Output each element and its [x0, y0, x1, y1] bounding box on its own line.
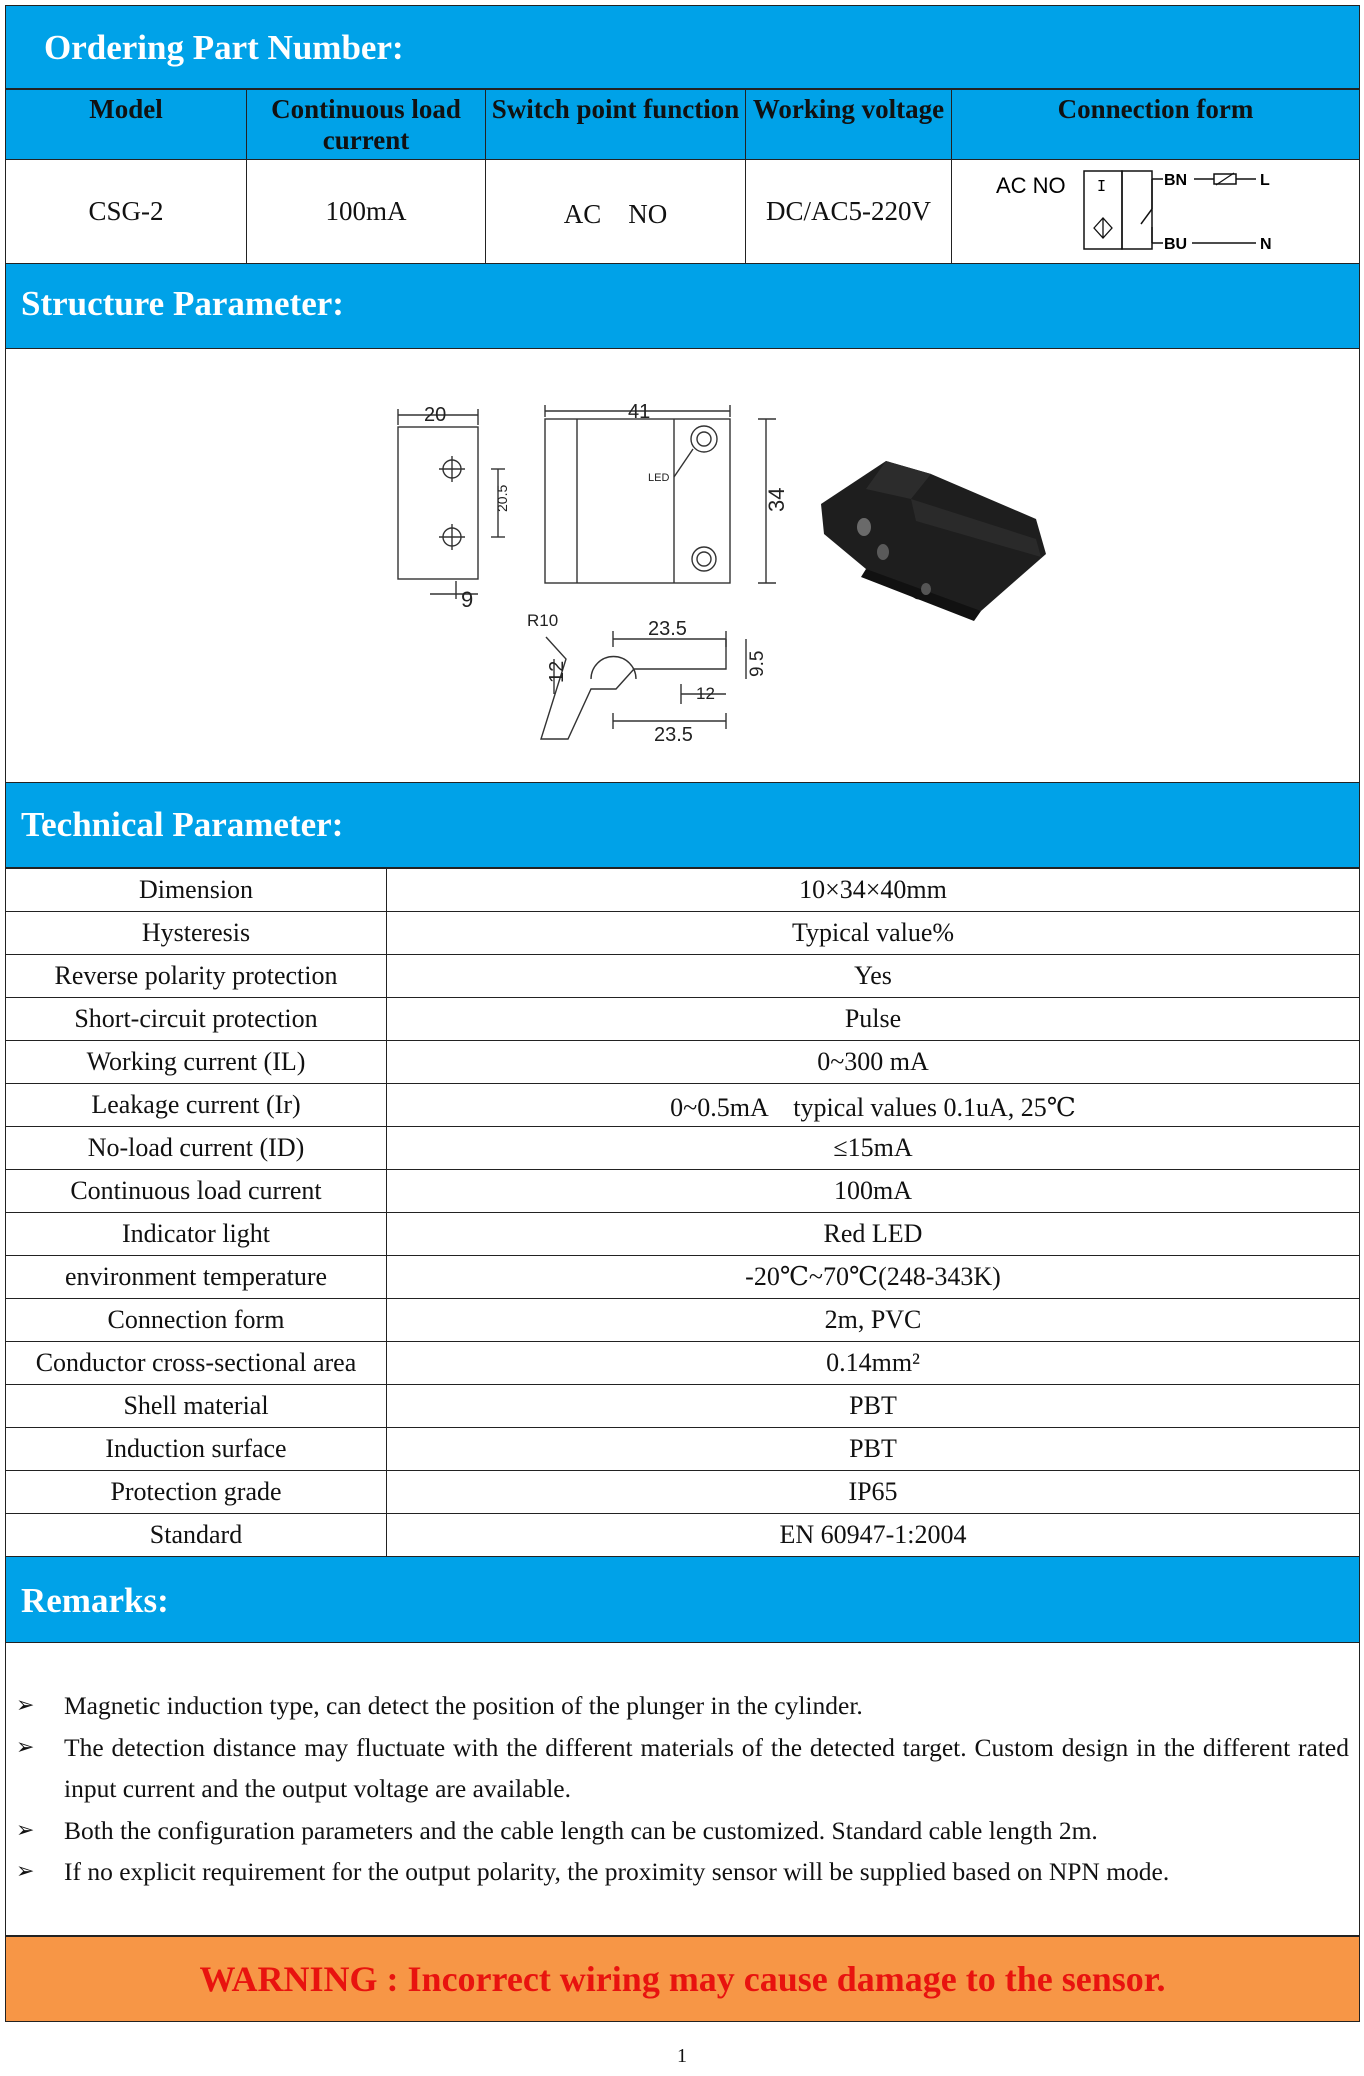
technical-table	[5, 868, 1360, 1557]
cell-model: CSG-2	[6, 160, 247, 264]
tech-value: 100mA	[387, 1170, 1360, 1213]
dim-bottom-offset: 9	[461, 587, 474, 612]
dim-length: 41	[628, 401, 651, 423]
switch-contact-icon	[1141, 209, 1152, 224]
profile-view	[527, 611, 768, 746]
n-label: N	[1259, 236, 1272, 253]
dim-height: 34	[764, 487, 789, 512]
tech-row	[6, 1041, 1360, 1084]
tech-label: Induction surface	[6, 1428, 387, 1471]
cell-load-current: 100mA	[247, 160, 486, 264]
remarks-section-header	[5, 1557, 1360, 1643]
dim-bottom-len: 23.5	[654, 724, 693, 746]
bu-label: BU	[1163, 236, 1187, 253]
tech-label: Leakage current (Ir)	[6, 1084, 387, 1127]
tech-row	[6, 1084, 1360, 1127]
side-view	[545, 401, 789, 583]
tech-row	[6, 998, 1360, 1041]
led-label: LED	[648, 472, 670, 484]
tech-row	[6, 1213, 1360, 1256]
l-label: L	[1259, 172, 1270, 189]
tech-value: IP65	[387, 1471, 1360, 1514]
tech-label: Continuous load current	[6, 1170, 387, 1213]
cell-wiring-diagram	[952, 160, 1360, 264]
tech-value: EN 60947-1:2004	[387, 1514, 1360, 1557]
technical-title: Technical Parameter:	[21, 805, 344, 844]
structure-drawing-area	[5, 349, 1360, 783]
remark-item	[16, 1851, 1349, 1893]
page-number: 1	[677, 2045, 687, 2067]
dim-left-h: 12	[546, 660, 568, 683]
technical-section-header	[5, 783, 1360, 868]
cell-voltage: DC/AC5-220V	[746, 160, 952, 264]
mounting-hole-icon	[857, 518, 871, 536]
structure-section-header	[5, 264, 1360, 349]
cell-switch-function: AC NO	[486, 160, 746, 264]
tech-value: 0~300 mA	[387, 1041, 1360, 1084]
remark-text: Magnetic induction type, can detect the position of the plunger in the cylinder.	[64, 1691, 863, 1720]
dim-top-len: 23.5	[648, 618, 687, 640]
remarks-title: Remarks:	[21, 1581, 169, 1620]
tech-value: Red LED	[387, 1213, 1360, 1256]
coil-label: I	[1096, 177, 1106, 195]
tech-value: PBT	[387, 1428, 1360, 1471]
tech-label: Short-circuit protection	[6, 998, 387, 1041]
datasheet-page	[5, 5, 1360, 2022]
tech-value: 0~0.5mA typical values 0.1uA, 25℃	[387, 1084, 1360, 1127]
remark-item	[16, 1810, 1349, 1852]
tech-row	[6, 955, 1360, 998]
bn-label: BN	[1163, 172, 1187, 189]
tech-value: Yes	[387, 955, 1360, 998]
ordering-header-row	[6, 90, 1360, 160]
dim-hole-spacing: 20.5	[494, 484, 510, 512]
arrow-bullet-icon: ➢	[16, 1859, 35, 1884]
remark-item	[16, 1727, 1349, 1810]
tech-value: -20℃~70℃(248-343K)	[387, 1256, 1360, 1299]
tech-label: Dimension	[6, 869, 387, 912]
dim-width-front: 20	[424, 404, 447, 426]
ordering-title: Ordering Part Number:	[44, 28, 404, 67]
header-load-current: Continuous load current	[247, 90, 486, 160]
remarks-list	[5, 1643, 1360, 1936]
tech-row	[6, 1385, 1360, 1428]
wiring-diagram	[956, 161, 1356, 255]
tech-label: Conductor cross-sectional area	[6, 1342, 387, 1385]
tech-row	[6, 1170, 1360, 1213]
tech-value: Pulse	[387, 998, 1360, 1041]
tech-label: No-load current (ID)	[6, 1127, 387, 1170]
tech-label: Hysteresis	[6, 912, 387, 955]
tech-row	[6, 1299, 1360, 1342]
tech-label: Protection grade	[6, 1471, 387, 1514]
header-connection-form: Connection form	[952, 90, 1360, 160]
tech-row	[6, 912, 1360, 955]
tech-row	[6, 1342, 1360, 1385]
wiring-mode-label: AC NO	[995, 173, 1066, 198]
tech-row	[6, 1514, 1360, 1557]
remark-text: The detection distance may fluctuate with the different materials of the detected target. Custom design in the different rated input current and the output voltage are available.	[64, 1732, 1349, 1803]
tech-label: Reverse polarity protection	[6, 955, 387, 998]
remark-text: Both the configuration parameters and the cable length can be customized. Standard cable length 2m.	[64, 1815, 1098, 1845]
structure-title: Structure Parameter:	[21, 284, 344, 323]
tech-label: Shell material	[6, 1385, 387, 1428]
header-model: Model	[6, 90, 247, 160]
ordering-data-row	[6, 160, 1360, 264]
tech-row	[6, 1428, 1360, 1471]
header-voltage: Working voltage	[746, 90, 952, 160]
tech-label: Indicator light	[6, 1213, 387, 1256]
arrow-bullet-icon: ➢	[16, 1734, 35, 1760]
tech-value: Typical value%	[387, 912, 1360, 955]
tech-label: environment temperature	[6, 1256, 387, 1299]
ordering-section-header	[5, 5, 1360, 89]
tech-value: ≤15mA	[387, 1127, 1360, 1170]
tech-value: 2m, PVC	[387, 1299, 1360, 1342]
dim-side-h: 9.5	[747, 650, 768, 677]
dimension-drawing	[6, 349, 1359, 781]
tech-row	[6, 1127, 1360, 1170]
tech-row	[6, 869, 1360, 912]
tech-row	[6, 1471, 1360, 1514]
tech-label: Working current (IL)	[6, 1041, 387, 1084]
arrow-bullet-icon: ➢	[16, 1817, 35, 1843]
tech-label: Standard	[6, 1514, 387, 1557]
dim-radius: R10	[527, 611, 559, 630]
header-switch-function: Switch point function	[486, 90, 746, 160]
tech-value: 0.14mm²	[387, 1342, 1360, 1385]
ordering-table	[5, 89, 1360, 264]
remark-item	[16, 1685, 1349, 1727]
tech-value: 10×34×40mm	[387, 869, 1360, 912]
dim-inner-w: 12	[696, 684, 715, 703]
tech-row	[6, 1256, 1360, 1299]
tech-label: Connection form	[6, 1299, 387, 1342]
remark-text: If no explicit requirement for the output polarity, the proximity sensor will be supplied based on NPN mode.	[64, 1857, 1170, 1886]
tech-value: PBT	[387, 1385, 1360, 1428]
product-photo	[821, 461, 1046, 621]
front-view	[398, 404, 510, 612]
arrow-bullet-icon: ➢	[16, 1693, 35, 1718]
warning-banner: WARNING : Incorrect wiring may cause damage to the sensor.	[5, 1936, 1360, 2022]
